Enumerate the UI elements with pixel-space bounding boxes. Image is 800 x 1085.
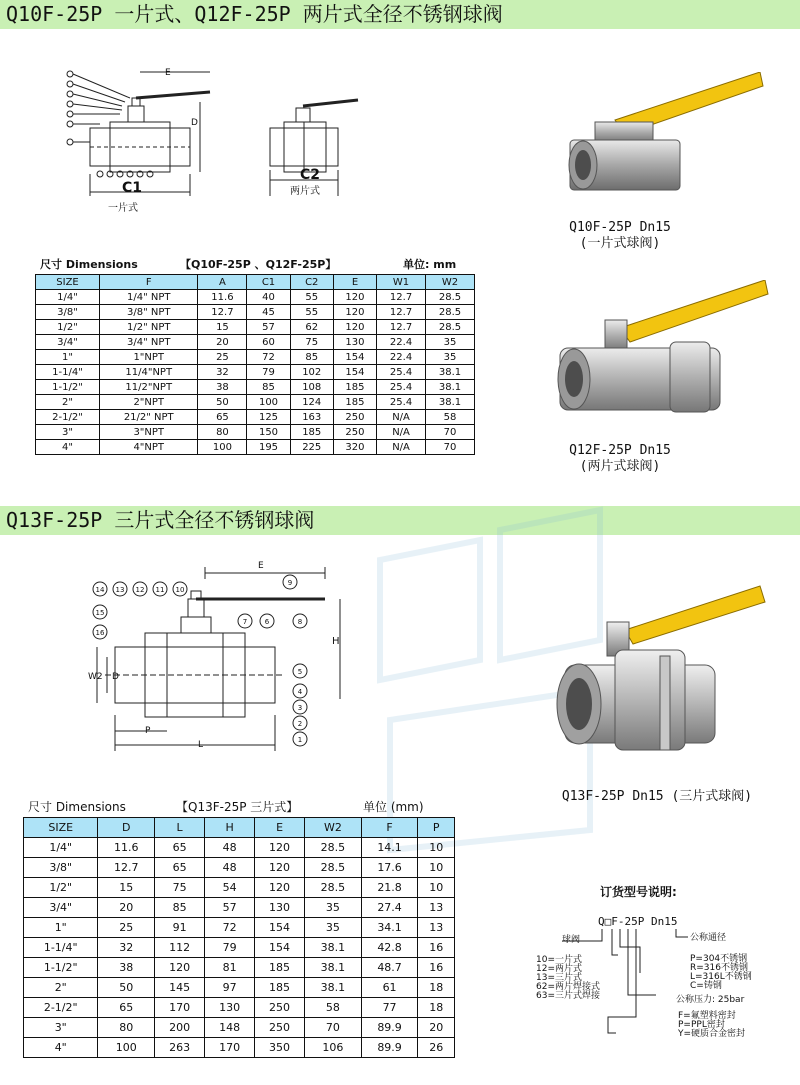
table-cell: 124 — [290, 395, 333, 410]
table-cell: 28.5 — [305, 838, 362, 858]
table-cell: 130 — [255, 898, 305, 918]
column-header: H — [205, 818, 255, 838]
table-cell: 3" — [24, 1018, 98, 1038]
table-cell: 163 — [290, 410, 333, 425]
two-piece-label: 两片式 — [290, 186, 320, 197]
table-cell: 145 — [155, 978, 205, 998]
column-header: SIZE — [36, 275, 100, 290]
table-cell: 2"NPT — [100, 395, 198, 410]
table-cell: 1" — [36, 350, 100, 365]
part-2: 2 — [297, 720, 303, 728]
order-type-item: 62=两片焊接式 — [536, 982, 600, 992]
table-cell: 72 — [205, 918, 255, 938]
table-row — [24, 958, 455, 978]
part-3: 3 — [297, 704, 303, 712]
order-materials — [690, 955, 752, 991]
table-cell: 12.7 — [377, 320, 426, 335]
table-cell: 100 — [98, 1038, 155, 1058]
table-cell: 2" — [24, 978, 98, 998]
table-cell: 3/4" NPT — [100, 335, 198, 350]
table-cell: 3/4" — [24, 898, 98, 918]
column-header: W1 — [377, 275, 426, 290]
table-cell: 55 — [290, 305, 333, 320]
one-piece-valve-photo — [555, 72, 770, 207]
table-cell: 1-1/4" — [36, 365, 100, 380]
table-cell: 60 — [247, 335, 290, 350]
table-cell: 10 — [418, 858, 455, 878]
table-cell: 250 — [333, 425, 376, 440]
table-cell: 35 — [426, 350, 475, 365]
table-row — [36, 350, 475, 365]
order-seal-item: P=PPL密封 — [678, 1020, 725, 1030]
table-cell: 11.6 — [198, 290, 247, 305]
table-cell: 12.7 — [198, 305, 247, 320]
part-6: 6 — [264, 618, 270, 626]
three-piece-drawing — [85, 565, 365, 765]
table-cell: 15 — [198, 320, 247, 335]
table-cell: 120 — [333, 290, 376, 305]
table-cell: 154 — [255, 918, 305, 938]
table-row — [24, 898, 455, 918]
table-cell: 170 — [155, 998, 205, 1018]
table-cell: 120 — [255, 838, 305, 858]
column-header: C1 — [247, 275, 290, 290]
table-cell: 3/4" — [36, 335, 100, 350]
table-cell: 2" — [36, 395, 100, 410]
part-9: 9 — [287, 579, 293, 587]
dimensions-table-1 — [35, 274, 475, 455]
table1-label: 尺寸 Dimensions — [40, 258, 138, 271]
table-cell: 250 — [333, 410, 376, 425]
table-cell: 45 — [247, 305, 290, 320]
part-15: 15 — [95, 609, 105, 617]
table-cell: 112 — [155, 938, 205, 958]
table-cell: 150 — [247, 425, 290, 440]
table-row — [24, 998, 455, 1018]
table-cell: 3/8" — [36, 305, 100, 320]
table-cell: 80 — [98, 1018, 155, 1038]
table-cell: 38.1 — [426, 380, 475, 395]
table-cell: 48 — [205, 838, 255, 858]
table-cell: 35 — [305, 898, 362, 918]
table-cell: 25 — [198, 350, 247, 365]
table-cell: N/A — [377, 425, 426, 440]
table-cell: 77 — [361, 998, 418, 1018]
table-cell: 130 — [333, 335, 376, 350]
table-cell: 28.5 — [305, 858, 362, 878]
table-cell: 50 — [98, 978, 155, 998]
column-header: E — [255, 818, 305, 838]
column-header: F — [361, 818, 418, 838]
column-header: W2 — [305, 818, 362, 838]
table-cell: 350 — [255, 1038, 305, 1058]
dim-e-label: E — [165, 68, 171, 78]
table-cell: 79 — [247, 365, 290, 380]
table-cell: 79 — [205, 938, 255, 958]
column-header: D — [98, 818, 155, 838]
table-cell: 27.4 — [361, 898, 418, 918]
table-cell: 13 — [418, 918, 455, 938]
part-callouts-left — [67, 71, 130, 145]
table-cell: 100 — [198, 440, 247, 455]
table-cell: 195 — [247, 440, 290, 455]
table-cell: 85 — [290, 350, 333, 365]
order-ball-valve: 球阀 — [562, 935, 581, 945]
table-cell: 2-1/2" — [24, 998, 98, 1018]
dim-w2-label: W2 — [88, 672, 103, 682]
table-cell: 25.4 — [377, 365, 426, 380]
table-cell: 25.4 — [377, 380, 426, 395]
table-cell: 148 — [205, 1018, 255, 1038]
table-row — [36, 305, 475, 320]
table-cell: 1/4" — [36, 290, 100, 305]
table-cell: 18 — [418, 978, 455, 998]
table-cell: 25.4 — [377, 395, 426, 410]
column-header: P — [418, 818, 455, 838]
table-cell: 38.1 — [426, 395, 475, 410]
table-cell: 100 — [247, 395, 290, 410]
table-cell: 65 — [155, 858, 205, 878]
table-row — [24, 938, 455, 958]
table-cell: 55 — [290, 290, 333, 305]
table-cell: 12.7 — [98, 858, 155, 878]
table-cell: 28.5 — [426, 290, 475, 305]
table-cell: 263 — [155, 1038, 205, 1058]
dim-d-label: D — [191, 118, 198, 128]
table-cell: 58 — [426, 410, 475, 425]
table-row — [36, 410, 475, 425]
table-row — [24, 918, 455, 938]
table-cell: 72 — [247, 350, 290, 365]
table2-label: 尺寸 Dimensions — [28, 800, 126, 814]
table-cell: 13 — [418, 898, 455, 918]
table1-models: 【Q10F-25P 、Q12F-25P】 — [180, 258, 337, 271]
table-cell: 38.1 — [305, 938, 362, 958]
table-cell: 2-1/2" — [36, 410, 100, 425]
table-cell: 1/4" — [24, 838, 98, 858]
table-cell: 32 — [98, 938, 155, 958]
table-cell: 20 — [418, 1018, 455, 1038]
table-cell: N/A — [377, 410, 426, 425]
table-cell: 3/8" — [24, 858, 98, 878]
table-cell: 108 — [290, 380, 333, 395]
table-cell: 48.7 — [361, 958, 418, 978]
table-cell: 15 — [98, 878, 155, 898]
column-header: SIZE — [24, 818, 98, 838]
table-cell: 97 — [205, 978, 255, 998]
order-title: 订货型号说明: — [600, 885, 677, 899]
table2-unit: 单位 (mm) — [363, 800, 424, 814]
column-header: W2 — [426, 275, 475, 290]
table-cell: 38 — [98, 958, 155, 978]
order-material-item: R=316不锈钢 — [690, 963, 748, 973]
table-cell: 10 — [418, 878, 455, 898]
table-cell: 130 — [205, 998, 255, 1018]
table1-unit: 单位: mm — [403, 258, 457, 271]
table-cell: 70 — [426, 425, 475, 440]
table-cell: 3"NPT — [100, 425, 198, 440]
table-cell: 11/2"NPT — [100, 380, 198, 395]
table-header-row — [24, 818, 455, 838]
photo1-caption — [540, 220, 700, 252]
table-cell: 120 — [333, 320, 376, 335]
table-cell: 125 — [247, 410, 290, 425]
table-row — [36, 365, 475, 380]
table-cell: 61 — [361, 978, 418, 998]
table-cell: 28.5 — [305, 878, 362, 898]
table-cell: 200 — [155, 1018, 205, 1038]
column-header: L — [155, 818, 205, 838]
table-cell: 106 — [305, 1038, 362, 1058]
table-cell: 16 — [418, 958, 455, 978]
table-row — [36, 395, 475, 410]
table-cell: 225 — [290, 440, 333, 455]
dim-d3-label: D — [112, 672, 119, 682]
dim-e3-label: E — [258, 561, 264, 571]
table-cell: N/A — [377, 440, 426, 455]
table-cell: 16 — [418, 938, 455, 958]
table-cell: 38.1 — [305, 978, 362, 998]
table-cell: 1/2" — [24, 878, 98, 898]
table-cell: 26 — [418, 1038, 455, 1058]
table-cell: 38 — [198, 380, 247, 395]
part-11: 11 — [155, 586, 165, 594]
table-cell: 50 — [198, 395, 247, 410]
table-cell: 58 — [305, 998, 362, 1018]
order-pressure: 公称压力: 25bar — [676, 995, 745, 1005]
column-header: F — [100, 275, 198, 290]
part-10: 10 — [175, 586, 185, 594]
table-row — [36, 440, 475, 455]
table-row — [24, 838, 455, 858]
dim-c1-label: C1 — [122, 180, 143, 196]
table-cell: 1/4" NPT — [100, 290, 198, 305]
table-cell: 185 — [333, 380, 376, 395]
table-cell: 120 — [255, 858, 305, 878]
order-code: Q□F-25P Dn15 — [598, 915, 678, 928]
column-header: A — [198, 275, 247, 290]
photo1-caption-desc: (一片式球阀) — [579, 236, 661, 251]
table-row — [24, 858, 455, 878]
part-8: 8 — [297, 618, 303, 626]
table-cell: 40 — [247, 290, 290, 305]
table-cell: 154 — [333, 365, 376, 380]
table-cell: 89.9 — [361, 1018, 418, 1038]
table2-models: 【Q13F-25P 三片式】 — [176, 800, 299, 814]
table-cell: 20 — [198, 335, 247, 350]
dim-c2-label: C2 — [300, 167, 321, 183]
table-cell: 28.5 — [426, 320, 475, 335]
table-row — [24, 1038, 455, 1058]
order-type-item: 10=一片式 — [536, 955, 582, 965]
order-seal-item: F=氟塑料密封 — [678, 1011, 736, 1021]
table-cell: 22.4 — [377, 335, 426, 350]
table-cell: 12.7 — [377, 305, 426, 320]
dim-h-label: H — [332, 636, 340, 647]
table-cell: 18 — [418, 998, 455, 1018]
table-cell: 25 — [98, 918, 155, 938]
table-cell: 35 — [426, 335, 475, 350]
order-seal-item: Y=硬质合金密封 — [678, 1029, 746, 1039]
table-cell: 57 — [247, 320, 290, 335]
table-row — [24, 1018, 455, 1038]
table-cell: 14.1 — [361, 838, 418, 858]
table-cell: 42.8 — [361, 938, 418, 958]
table-cell: 34.1 — [361, 918, 418, 938]
table-cell: 4" — [24, 1038, 98, 1058]
table-cell: 154 — [255, 938, 305, 958]
table-cell: 70 — [305, 1018, 362, 1038]
table-cell: 185 — [255, 958, 305, 978]
table-cell: 250 — [255, 1018, 305, 1038]
table-cell: 320 — [333, 440, 376, 455]
order-type-item: 13=三片式 — [536, 973, 582, 983]
table-cell: 1-1/2" — [36, 380, 100, 395]
table-cell: 11.6 — [98, 838, 155, 858]
two-piece-valve-photo — [550, 280, 775, 420]
section1-title: Q10F-25P 一片式、Q12F-25P 两片式全径不锈钢球阀 — [0, 0, 800, 29]
photo3-caption: Q13F-25P Dn15 (三片式球阀) — [561, 789, 753, 804]
order-types — [536, 956, 600, 1001]
table-cell: 120 — [155, 958, 205, 978]
table-cell: 38.1 — [305, 958, 362, 978]
table-cell: 120 — [333, 305, 376, 320]
table-cell: 89.9 — [361, 1038, 418, 1058]
column-header: E — [333, 275, 376, 290]
table-cell: 85 — [155, 898, 205, 918]
table-cell: 185 — [290, 425, 333, 440]
column-header: C2 — [290, 275, 333, 290]
table-cell: 48 — [205, 858, 255, 878]
table-cell: 54 — [205, 878, 255, 898]
table-cell: 65 — [155, 838, 205, 858]
table-cell: 20 — [98, 898, 155, 918]
section2-title: Q13F-25P 三片式全径不锈钢球阀 — [0, 506, 800, 535]
table-cell: 35 — [305, 918, 362, 938]
table-cell: 12.7 — [377, 290, 426, 305]
photo1-caption-model: Q10F-25P Dn15 — [569, 220, 671, 235]
table-cell: 3/8" NPT — [100, 305, 198, 320]
table-cell: 21/2" NPT — [100, 410, 198, 425]
order-type-item: 12=两片式 — [536, 964, 582, 974]
table-cell: 75 — [155, 878, 205, 898]
part-7: 7 — [242, 618, 248, 626]
table-cell: 1"NPT — [100, 350, 198, 365]
order-material-item: C=铸钢 — [690, 981, 722, 991]
photo2-caption-model: Q12F-25P Dn15 — [569, 443, 671, 458]
dimensions-table-2 — [23, 817, 455, 1058]
order-material-item: L=316L不锈钢 — [690, 972, 752, 982]
order-seals — [678, 1012, 745, 1039]
table-cell: 170 — [205, 1038, 255, 1058]
table-cell: 154 — [333, 350, 376, 365]
one-piece-label: 一片式 — [108, 203, 138, 214]
table-header-row — [36, 275, 475, 290]
table-cell: 32 — [198, 365, 247, 380]
table-row — [36, 380, 475, 395]
photo2-caption — [540, 443, 700, 475]
table-cell: 11/4"NPT — [100, 365, 198, 380]
table-cell: 65 — [198, 410, 247, 425]
table-cell: 70 — [426, 440, 475, 455]
table-cell: 65 — [98, 998, 155, 1018]
table-cell: 57 — [205, 898, 255, 918]
table-row — [36, 290, 475, 305]
part-1: 1 — [297, 736, 303, 744]
table-row — [36, 335, 475, 350]
table-cell: 185 — [255, 978, 305, 998]
table-cell: 102 — [290, 365, 333, 380]
part-14: 14 — [95, 586, 105, 594]
part-16: 16 — [95, 629, 105, 637]
table-cell: 1-1/4" — [24, 938, 98, 958]
dim-p-label: P — [145, 726, 151, 736]
order-material-item: P=304不锈钢 — [690, 954, 748, 964]
table-cell: 120 — [255, 878, 305, 898]
table-cell: 28.5 — [426, 305, 475, 320]
table-cell: 81 — [205, 958, 255, 978]
table-cell: 91 — [155, 918, 205, 938]
part-4: 4 — [297, 688, 303, 696]
table-cell: 4"NPT — [100, 440, 198, 455]
table-cell: 1-1/2" — [24, 958, 98, 978]
table-row — [36, 320, 475, 335]
table-cell: 62 — [290, 320, 333, 335]
table-row — [24, 878, 455, 898]
photo2-caption-desc: (两片式球阀) — [579, 459, 661, 474]
table-cell: 1/2" NPT — [100, 320, 198, 335]
order-type-item: 63=三片式焊接 — [536, 991, 600, 1001]
table-cell: 80 — [198, 425, 247, 440]
table-cell: 21.8 — [361, 878, 418, 898]
table-cell: 250 — [255, 998, 305, 1018]
three-piece-valve-photo — [545, 580, 775, 760]
table-cell: 1/2" — [36, 320, 100, 335]
dim-l-label: L — [198, 740, 204, 750]
table-cell: 4" — [36, 440, 100, 455]
table-cell: 10 — [418, 838, 455, 858]
table-cell: 3" — [36, 425, 100, 440]
order-nominal-dia: 公称通径 — [690, 933, 727, 943]
table-cell: 85 — [247, 380, 290, 395]
part-5: 5 — [297, 668, 303, 676]
table-row — [36, 425, 475, 440]
table-cell: 38.1 — [426, 365, 475, 380]
table-cell: 1" — [24, 918, 98, 938]
part-12: 12 — [135, 586, 145, 594]
table-cell: 75 — [290, 335, 333, 350]
table-cell: 185 — [333, 395, 376, 410]
table-cell: 22.4 — [377, 350, 426, 365]
table-cell: 17.6 — [361, 858, 418, 878]
part-13: 13 — [115, 586, 125, 594]
table-row — [24, 978, 455, 998]
